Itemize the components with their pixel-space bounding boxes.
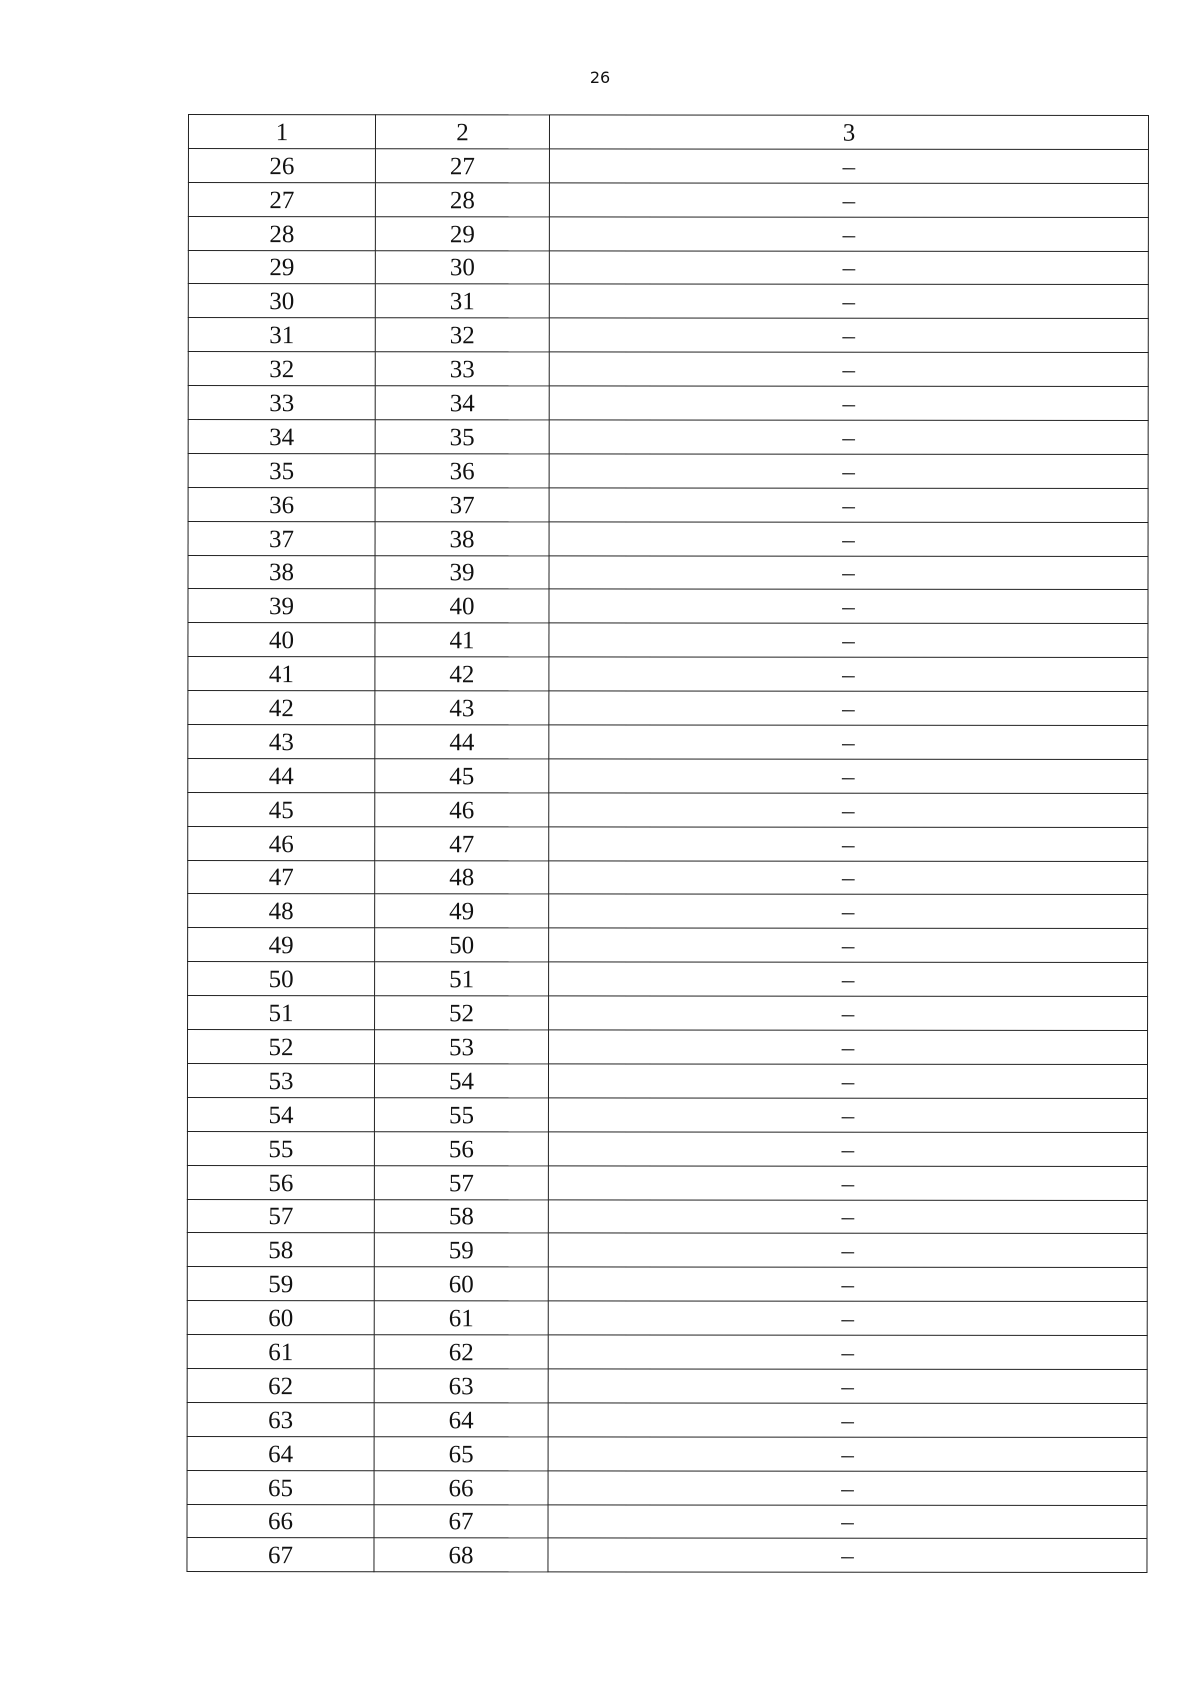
- table-cell-col-1: 48: [188, 894, 375, 928]
- table-cell-col-1: 57: [187, 1199, 374, 1233]
- table-cell-col-3: –: [549, 996, 1148, 1031]
- table-cell-col-1: 45: [188, 792, 375, 826]
- table-cell-col-1: 63: [187, 1402, 374, 1436]
- table-cell-col-1: 36: [188, 487, 375, 521]
- table-cell-col-2: 58: [374, 1199, 548, 1233]
- table-cell-col-2: 29: [375, 216, 549, 250]
- table-cell-col-3: –: [549, 657, 1148, 692]
- table-cell-col-2: 41: [375, 623, 549, 657]
- table-cell-col-1: 46: [188, 826, 375, 860]
- table-cell-col-3: –: [549, 623, 1148, 658]
- table-cell-col-1: 55: [187, 1131, 374, 1165]
- table-row: [187, 1097, 1147, 1132]
- table-cell-col-2: 37: [375, 487, 549, 521]
- table-cell-col-1: 26: [188, 148, 375, 182]
- table-cell-col-3: –: [548, 1471, 1147, 1506]
- table-cell-col-2: 62: [374, 1335, 548, 1369]
- table-row: [188, 657, 1148, 692]
- table-row: [188, 487, 1148, 522]
- table-cell-col-3: –: [548, 1098, 1147, 1133]
- table-cell-col-1: 66: [187, 1504, 374, 1538]
- table-cell-col-2: 54: [374, 1064, 548, 1098]
- table-cell-col-1: 64: [187, 1436, 374, 1470]
- table-row: [187, 1368, 1147, 1403]
- table-cell-col-2: 39: [375, 555, 549, 589]
- table-cell-col-1: 43: [188, 725, 375, 759]
- table-cell-col-3: –: [548, 1369, 1147, 1404]
- table-cell-col-3: –: [549, 284, 1148, 319]
- table-cell-col-2: 53: [375, 1030, 549, 1064]
- table-cell-col-2: 43: [375, 691, 549, 725]
- table-cell-col-2: 30: [375, 250, 549, 284]
- table-body: [187, 148, 1148, 1572]
- table-row: [187, 1165, 1147, 1200]
- table-cell-col-3: –: [549, 352, 1148, 387]
- table-cell-col-3: –: [548, 1437, 1147, 1472]
- table-cell-col-2: 31: [375, 284, 549, 318]
- table-cell-col-3: –: [548, 1301, 1147, 1336]
- table-cell-col-1: 34: [188, 420, 375, 454]
- table-cell-col-3: –: [549, 1030, 1148, 1065]
- table-cell-col-1: 65: [187, 1470, 374, 1504]
- table-cell-col-3: –: [549, 217, 1148, 252]
- table-cell-col-1: 35: [188, 453, 375, 487]
- table-cell-col-2: 61: [374, 1301, 548, 1335]
- table-row: [188, 589, 1148, 624]
- table-row: [188, 725, 1148, 760]
- table-cell-col-3: –: [548, 1199, 1147, 1234]
- table-cell-col-1: 44: [188, 758, 375, 792]
- table-cell-col-3: –: [549, 827, 1148, 862]
- table-row: [187, 1199, 1147, 1234]
- table-row: [187, 1301, 1147, 1336]
- table-cell-col-3: –: [548, 1538, 1147, 1573]
- table-row: [188, 826, 1148, 861]
- table-row: [188, 420, 1148, 455]
- table-row: [188, 928, 1148, 963]
- table-cell-col-3: –: [548, 1335, 1147, 1370]
- table-cell-col-2: 45: [375, 759, 549, 793]
- table-cell-col-1: 59: [187, 1267, 374, 1301]
- table-cell-col-2: 27: [375, 149, 549, 183]
- table-row: [188, 318, 1148, 353]
- table-cell-col-2: 65: [374, 1436, 548, 1470]
- table-cell-col-2: 42: [375, 657, 549, 691]
- table-row: [187, 1504, 1147, 1539]
- table-cell-col-1: 40: [188, 623, 375, 657]
- table-cell-col-1: 50: [188, 962, 375, 996]
- table-cell-col-1: 60: [187, 1301, 374, 1335]
- table-cell-col-2: 48: [375, 860, 549, 894]
- table-cell-col-3: –: [549, 183, 1148, 218]
- table-cell-col-2: 46: [375, 793, 549, 827]
- table-cell-col-2: 56: [374, 1131, 548, 1165]
- table-row: [188, 691, 1148, 726]
- table-cell-col-2: 51: [375, 962, 549, 996]
- column-header-3: 3: [549, 115, 1148, 150]
- table-row: [187, 1233, 1147, 1268]
- table-cell-col-2: 38: [375, 521, 549, 555]
- table-cell-col-2: 32: [375, 318, 549, 352]
- table-cell-col-3: –: [548, 1165, 1147, 1200]
- table-cell-col-1: 49: [188, 928, 375, 962]
- table-cell-col-2: 66: [374, 1470, 548, 1504]
- table-cell-col-3: –: [549, 860, 1148, 895]
- table-row: [188, 792, 1148, 827]
- table-row: [188, 284, 1148, 319]
- table-cell-col-1: 31: [188, 318, 375, 352]
- table-cell-col-2: 68: [374, 1538, 548, 1572]
- table-cell-col-3: –: [548, 1403, 1147, 1438]
- table-cell-col-3: –: [549, 149, 1148, 184]
- table-row: [187, 1131, 1147, 1166]
- table-cell-col-2: 50: [375, 928, 549, 962]
- table-cell-col-1: 37: [188, 521, 375, 555]
- table-row: [188, 182, 1148, 217]
- table-cell-col-3: –: [548, 1267, 1147, 1302]
- table-row: [188, 521, 1148, 556]
- table-cell-col-2: 52: [375, 996, 549, 1030]
- table-cell-col-3: –: [549, 488, 1148, 523]
- table-cell-col-1: 28: [188, 216, 375, 250]
- table-cell-col-3: –: [549, 454, 1148, 489]
- table-cell-col-2: 60: [374, 1267, 548, 1301]
- table-row: [188, 250, 1148, 285]
- table-row: [188, 623, 1148, 658]
- table-cell-col-3: –: [549, 759, 1148, 794]
- table-cell-col-2: 55: [374, 1098, 548, 1132]
- table-cell-col-3: –: [549, 589, 1148, 624]
- table-cell-col-1: 27: [188, 182, 375, 216]
- table-row: [187, 1436, 1147, 1471]
- table-cell-col-3: –: [549, 250, 1148, 285]
- table-cell-col-3: –: [548, 1504, 1147, 1539]
- table-cell-col-2: 67: [374, 1504, 548, 1538]
- table-header: [188, 115, 1148, 150]
- table-cell-col-3: –: [548, 1064, 1147, 1099]
- table-cell-col-3: –: [549, 522, 1148, 557]
- table-cell-col-2: 40: [375, 589, 549, 623]
- table-cell-col-3: –: [549, 318, 1148, 353]
- table-row: [187, 1538, 1147, 1573]
- table-cell-col-3: –: [549, 725, 1148, 760]
- table-cell-col-1: 32: [188, 352, 375, 386]
- table-cell-col-1: 41: [188, 657, 375, 691]
- table-cell-col-2: 33: [375, 352, 549, 386]
- table-cell-col-1: 30: [188, 284, 375, 318]
- table-row: [187, 1267, 1147, 1302]
- table-row: [188, 758, 1148, 793]
- table-row: [188, 996, 1148, 1031]
- table-row: [187, 1063, 1147, 1098]
- table-cell-col-2: 64: [374, 1403, 548, 1437]
- table-cell-col-3: –: [549, 793, 1148, 828]
- table-cell-col-2: 47: [375, 826, 549, 860]
- table-row: [188, 1030, 1148, 1065]
- table-cell-col-3: –: [549, 894, 1148, 929]
- table-row: [187, 1402, 1147, 1437]
- table-cell-col-2: 36: [375, 454, 549, 488]
- table-row: [188, 962, 1148, 997]
- table-cell-col-3: –: [549, 928, 1148, 963]
- table-cell-col-3: –: [549, 691, 1148, 726]
- table-cell-col-1: 47: [188, 860, 375, 894]
- table-cell-col-3: –: [548, 1132, 1147, 1167]
- table-row: [188, 453, 1148, 488]
- page-number: 26: [589, 68, 611, 87]
- table-cell-col-3: –: [549, 386, 1148, 421]
- table-cell-col-1: 56: [187, 1165, 374, 1199]
- table-cell-col-2: 28: [375, 182, 549, 216]
- table-cell-col-2: 57: [374, 1165, 548, 1199]
- table-cell-col-1: 53: [187, 1063, 374, 1097]
- table-row: [188, 860, 1148, 895]
- table-row: [187, 1470, 1147, 1505]
- column-header-1: 1: [188, 115, 375, 149]
- table-row: [188, 148, 1148, 183]
- table-cell-col-1: 42: [188, 691, 375, 725]
- table-cell-col-1: 54: [187, 1097, 374, 1131]
- table-cell-col-1: 29: [188, 250, 375, 284]
- table-cell-col-1: 67: [187, 1538, 374, 1572]
- table-row: [188, 894, 1148, 929]
- table-cell-col-2: 34: [375, 386, 549, 420]
- table-row: [188, 386, 1148, 421]
- column-header-2: 2: [375, 115, 549, 149]
- table-row: [187, 1335, 1147, 1370]
- table-cell-col-2: 59: [374, 1233, 548, 1267]
- table-cell-col-3: –: [549, 962, 1148, 997]
- table-cell-col-2: 49: [375, 894, 549, 928]
- table-row: [188, 555, 1148, 590]
- table-row: [188, 216, 1148, 251]
- table-cell-col-2: 63: [374, 1369, 548, 1403]
- table-cell-col-1: 51: [188, 996, 375, 1030]
- header-row: [188, 115, 1148, 150]
- table-cell-col-3: –: [548, 1233, 1147, 1268]
- data-table: [186, 114, 1149, 1573]
- table-cell-col-3: –: [549, 420, 1148, 455]
- table-cell-col-3: –: [549, 555, 1148, 590]
- table-cell-col-2: 35: [375, 420, 549, 454]
- table-cell-col-2: 44: [375, 725, 549, 759]
- table-cell-col-1: 39: [188, 589, 375, 623]
- table-cell-col-1: 62: [187, 1368, 374, 1402]
- table-row: [188, 352, 1148, 387]
- table-cell-col-1: 58: [187, 1233, 374, 1267]
- table-cell-col-1: 61: [187, 1335, 374, 1369]
- table-cell-col-1: 52: [188, 1030, 375, 1064]
- table-cell-col-1: 33: [188, 386, 375, 420]
- table-cell-col-1: 38: [188, 555, 375, 589]
